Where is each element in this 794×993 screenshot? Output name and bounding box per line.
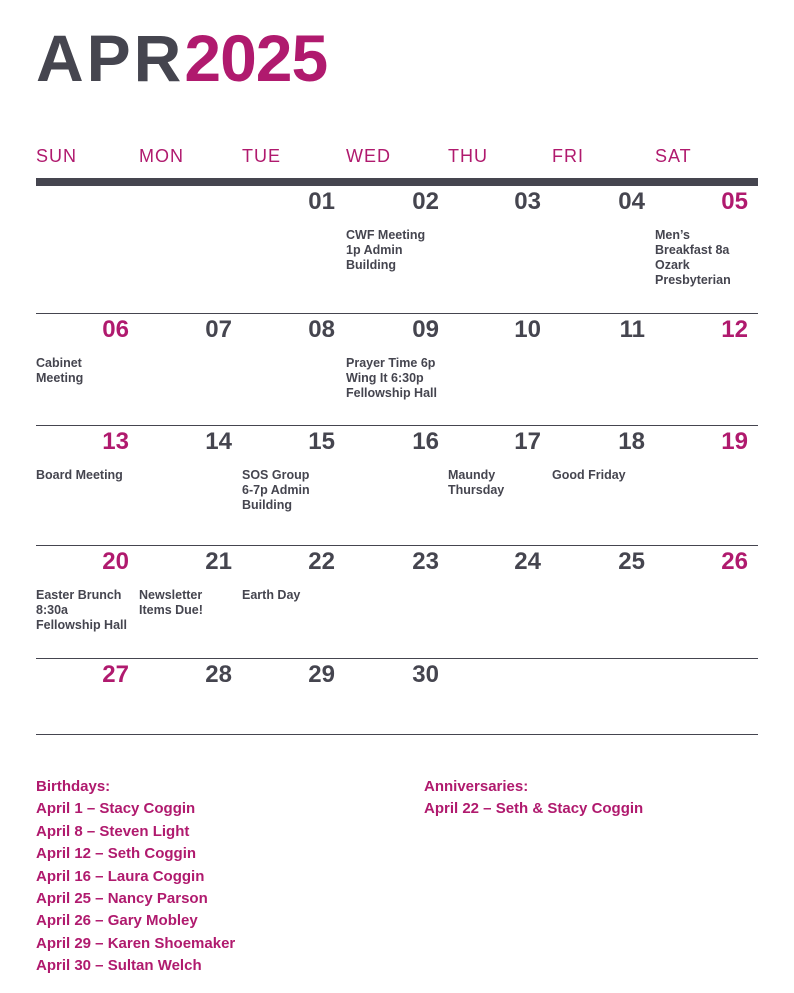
calendar-day	[36, 546, 139, 659]
event-line: Easter Brunch	[36, 588, 122, 602]
weekday-sun: SUN	[36, 146, 78, 166]
event-line: Maundy	[448, 468, 496, 482]
calendar-day	[552, 314, 655, 426]
calendar-day	[655, 186, 758, 314]
day-number: 23	[412, 548, 439, 575]
title-year: 2025	[184, 21, 328, 95]
calendar-day	[36, 314, 139, 426]
weekday-wed: WED	[346, 146, 391, 166]
calendar-day	[139, 546, 242, 659]
calendar-day	[655, 426, 758, 546]
calendar-day	[36, 659, 139, 734]
title-month: APR	[36, 21, 185, 95]
day-number: 22	[308, 548, 335, 575]
day-number: 29	[308, 661, 335, 688]
list-item: April 12 – Seth Coggin	[36, 845, 197, 863]
weekday-header	[36, 146, 758, 170]
calendar-day	[139, 186, 242, 314]
day-events	[36, 356, 132, 386]
event-line: 1p Admin	[346, 243, 403, 257]
day-number: 27	[102, 661, 129, 688]
list-item: April 26 – Gary Mobley	[36, 912, 198, 930]
calendar-day	[346, 426, 449, 546]
calendar-week	[36, 659, 758, 734]
calendar-week	[36, 186, 758, 314]
anniversaries-list	[424, 776, 643, 821]
day-number: 11	[619, 316, 645, 343]
calendar-week	[36, 314, 758, 426]
calendar-day	[346, 659, 449, 734]
page-title	[36, 18, 327, 98]
list-item: April 29 – Karen Shoemaker	[36, 934, 236, 952]
event-line: Cabinet	[36, 356, 82, 370]
day-number: 10	[514, 316, 541, 343]
list-item: April 16 – Laura Coggin	[36, 867, 205, 885]
day-number: 07	[205, 316, 232, 343]
day-number: 28	[205, 661, 232, 688]
calendar-day	[448, 186, 551, 314]
day-events	[448, 468, 544, 498]
event-line: Good Friday	[552, 468, 626, 482]
calendar-day	[242, 426, 345, 546]
day-events	[346, 356, 442, 401]
day-events	[655, 228, 751, 288]
day-number: 02	[412, 188, 439, 215]
birthdays-heading: Birthdays:	[36, 778, 111, 795]
day-number: 08	[308, 316, 335, 343]
event-line: Thursday	[448, 483, 505, 497]
day-number: 12	[721, 316, 748, 343]
day-number: 24	[514, 548, 541, 575]
event-line: Wing It 6:30p	[346, 371, 424, 385]
calendar-day	[552, 186, 655, 314]
weekday-fri: FRI	[552, 146, 584, 166]
event-line: Board Meeting	[36, 468, 123, 482]
calendar-day	[552, 546, 655, 659]
event-line: Presbyterian	[655, 273, 731, 287]
event-line: Meeting	[36, 371, 84, 385]
list-item: April 1 – Stacy Coggin	[36, 800, 196, 818]
list-item: April 22 – Seth & Stacy Coggin	[424, 800, 644, 818]
list-item: April 25 – Nancy Parson	[36, 890, 208, 908]
day-number: 06	[102, 316, 129, 343]
event-line: 8:30a	[36, 603, 68, 617]
calendar-day	[36, 186, 139, 314]
event-line: Men’s	[655, 228, 690, 242]
birthdays-list	[36, 776, 235, 978]
list-item: April 8 – Steven Light	[36, 822, 190, 840]
day-events	[36, 468, 132, 483]
day-number: 09	[412, 316, 439, 343]
list-item: April 30 – Sultan Welch	[36, 957, 202, 975]
event-line: Fellowship Hall	[36, 618, 127, 632]
calendar-day	[139, 314, 242, 426]
day-number: 03	[514, 188, 541, 215]
calendar-day	[655, 314, 758, 426]
weekday-tue: TUE	[242, 146, 281, 166]
day-number: 05	[721, 188, 748, 215]
day-number: 13	[102, 428, 129, 455]
day-events	[139, 588, 235, 618]
day-events	[36, 588, 132, 633]
calendar-day	[552, 659, 655, 734]
day-number: 17	[514, 428, 541, 455]
calendar-day	[139, 426, 242, 546]
day-events	[242, 468, 338, 513]
anniversaries-heading: Anniversaries:	[424, 778, 529, 795]
day-events	[242, 588, 338, 603]
calendar-week	[36, 546, 758, 659]
day-number: 20	[102, 548, 129, 575]
event-line: Prayer Time 6p	[346, 356, 436, 370]
day-events	[346, 228, 442, 273]
calendar-day	[448, 546, 551, 659]
calendar-day	[448, 314, 551, 426]
event-line: Building	[346, 258, 396, 272]
day-number: 19	[721, 428, 748, 455]
day-number: 01	[308, 188, 335, 215]
day-number: 26	[721, 548, 748, 575]
day-number: 04	[618, 188, 645, 215]
event-line: Building	[242, 498, 292, 512]
day-number: 15	[308, 428, 335, 455]
calendar-day	[242, 546, 345, 659]
calendar-day	[448, 659, 551, 734]
event-line: Ozark	[655, 258, 690, 272]
calendar-day	[242, 314, 345, 426]
weekday-sat: SAT	[655, 146, 692, 166]
weekday-thu: THU	[448, 146, 488, 166]
calendar-day	[242, 659, 345, 734]
calendar-week	[36, 426, 758, 546]
calendar-day	[346, 314, 449, 426]
event-line: 6-7p Admin	[242, 483, 310, 497]
calendar-day	[448, 426, 551, 546]
event-line: Fellowship Hall	[346, 386, 437, 400]
day-number: 16	[412, 428, 439, 455]
day-number: 30	[412, 661, 439, 688]
calendar-day	[346, 186, 449, 314]
day-number: 21	[205, 548, 232, 575]
calendar-day	[655, 659, 758, 734]
calendar-day	[552, 426, 655, 546]
day-number: 25	[618, 548, 645, 575]
calendar-day	[346, 546, 449, 659]
calendar-day	[655, 546, 758, 659]
week-divider	[36, 734, 758, 735]
event-line: Items Due!	[139, 603, 203, 617]
event-line: Earth Day	[242, 588, 301, 602]
event-line: Breakfast 8a	[655, 243, 730, 257]
event-line: CWF Meeting	[346, 228, 426, 242]
weekday-mon: MON	[139, 146, 184, 166]
day-number: 14	[205, 428, 232, 455]
day-number: 18	[618, 428, 645, 455]
event-line: Newsletter	[139, 588, 203, 602]
calendar-day	[36, 426, 139, 546]
day-events	[552, 468, 648, 483]
event-line: SOS Group	[242, 468, 310, 482]
calendar-day	[139, 659, 242, 734]
calendar-day	[242, 186, 345, 314]
header-divider	[36, 178, 758, 186]
